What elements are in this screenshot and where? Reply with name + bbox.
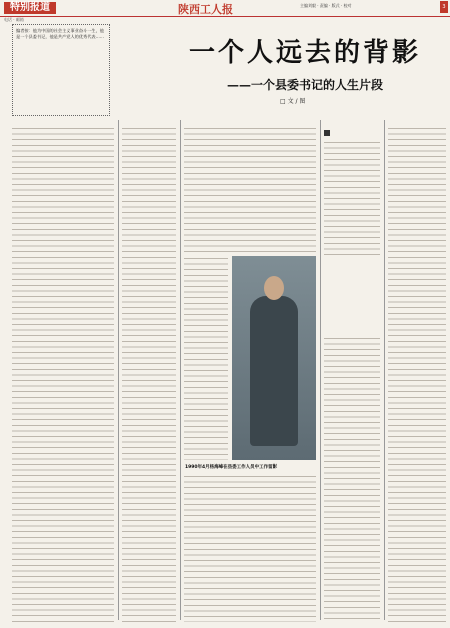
headline-subtitle: ——一个县委书记的人生片段 — [226, 78, 383, 92]
headline-title: 一个人远去的背影 — [188, 38, 421, 68]
column-rule — [180, 120, 181, 620]
byline: □ 文 / 图 — [280, 98, 306, 105]
photo-caption: 1990年4月杨海峰在县委工作人员中工作留影 — [185, 465, 278, 470]
body-text-column — [122, 126, 176, 622]
column-rule — [384, 120, 385, 620]
header-meta: 主编刘毅 · 责编 · 版式 · 校对 — [300, 3, 352, 8]
page-header — [0, 0, 450, 17]
masthead: 陕西工人报 — [178, 3, 233, 16]
column-rule — [320, 120, 321, 620]
body-text-column — [184, 126, 316, 252]
body-text-column — [324, 140, 380, 256]
section-label: 特别报道 — [4, 2, 56, 14]
header-subline: 电话 · 邮箱 — [4, 17, 24, 22]
body-text-column — [12, 126, 114, 622]
intro-box: 编者按：他为中国的社会主义事业奋斗一生，他是一个县委书记，他是共产党人的优秀代表…… — [12, 24, 110, 116]
column-rule — [118, 120, 119, 620]
section-marker — [324, 130, 330, 136]
body-text-column — [184, 256, 228, 460]
body-text-column — [324, 336, 380, 622]
body-text-column — [184, 474, 316, 622]
page-number: 3 — [440, 1, 448, 13]
portrait-photo — [232, 256, 316, 460]
body-text-column — [388, 126, 446, 622]
